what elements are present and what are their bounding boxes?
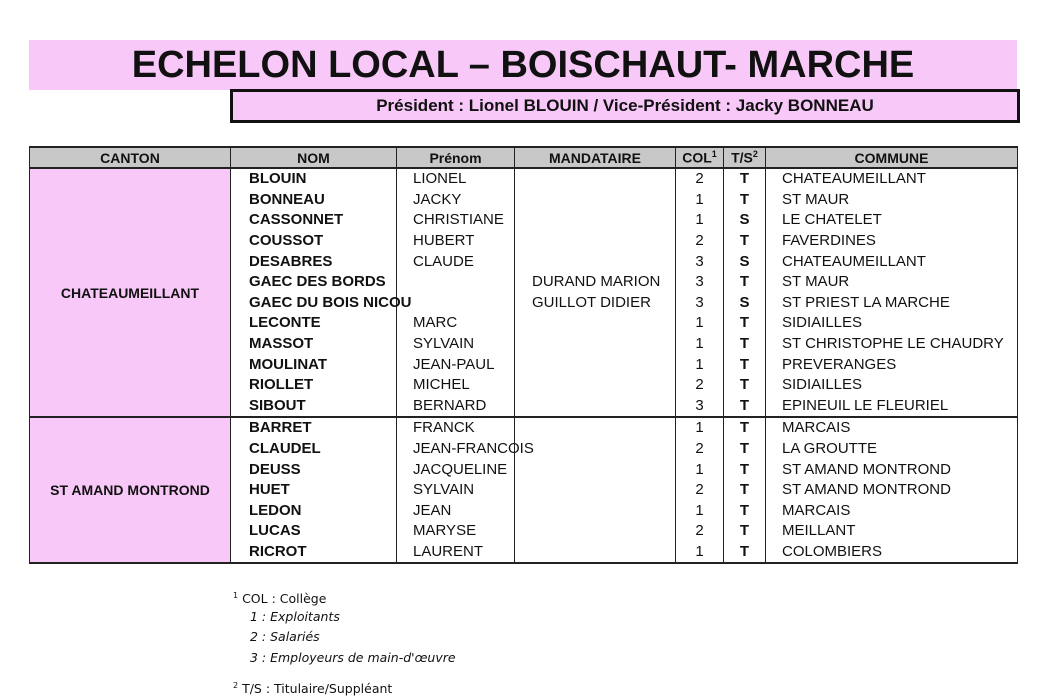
member-commune-text: PREVERANGES <box>782 355 897 373</box>
member-commune-text: ST AMAND MONTROND <box>782 481 951 499</box>
member-ts-text: T <box>739 170 750 188</box>
member-firstname <box>397 272 515 293</box>
member-ts <box>724 542 766 564</box>
member-mandataire <box>515 542 676 564</box>
member-commune <box>766 168 1018 190</box>
member-name-text: BONNEAU <box>249 190 325 208</box>
member-commune-text: COLOMBIERS <box>782 542 883 560</box>
member-name-text: RICROT <box>249 542 307 560</box>
members-table <box>29 146 1018 564</box>
member-ts <box>724 293 766 314</box>
member-firstname-text: HUBERT <box>413 232 475 250</box>
member-mandataire <box>515 417 676 439</box>
member-name <box>231 459 397 480</box>
member-name-text: MOULINAT <box>249 355 328 373</box>
member-commune-text: MEILLANT <box>782 522 856 540</box>
member-college-text: 1 <box>695 419 704 437</box>
member-commune <box>766 210 1018 231</box>
member-commune-text: ST AMAND MONTROND <box>782 460 951 478</box>
table-row <box>30 417 1018 439</box>
member-firstname <box>397 417 515 439</box>
member-name-text: CASSONNET <box>249 211 344 229</box>
col-header-col-label: COL <box>682 149 712 166</box>
member-mandataire-text: DURAND MARION <box>532 273 661 291</box>
member-mandataire <box>515 313 676 334</box>
member-name-text: RIOLLET <box>249 376 314 394</box>
member-firstname-text: CLAUDE <box>413 252 474 270</box>
member-firstname <box>397 210 515 231</box>
member-name-text: HUET <box>249 481 290 499</box>
member-ts <box>724 251 766 272</box>
member-firstname-text: JEAN-PAUL <box>413 355 495 373</box>
member-ts-text: T <box>739 232 750 250</box>
member-college-text: 1 <box>695 314 704 332</box>
member-ts <box>724 521 766 542</box>
member-college-text: 1 <box>695 190 704 208</box>
member-mandataire-text: GUILLOT DIDIER <box>532 293 651 311</box>
member-firstname <box>397 542 515 564</box>
member-ts <box>724 480 766 501</box>
footnote-col-item: 3 : Employeurs de main-d'œuvre <box>250 649 456 665</box>
member-college-text: 3 <box>695 273 704 291</box>
member-firstname <box>397 334 515 355</box>
member-commune-text: ST CHRISTOPHE LE CHAUDRY <box>782 335 1004 353</box>
member-mandataire <box>515 251 676 272</box>
member-mandataire <box>515 480 676 501</box>
member-mandataire <box>515 501 676 522</box>
member-name-text: BLOUIN <box>249 170 307 188</box>
member-college <box>676 231 724 252</box>
member-name-text: CLAUDEL <box>249 440 321 458</box>
member-firstname <box>397 293 515 314</box>
member-ts-text: T <box>739 335 750 353</box>
member-college-text: 1 <box>695 211 704 229</box>
col-header-nom: NOM <box>231 147 397 168</box>
member-commune <box>766 251 1018 272</box>
footnote-col <box>233 586 456 607</box>
member-firstname <box>397 501 515 522</box>
footnote-ts-title: T/S : Titulaire/Suppléant <box>242 681 393 697</box>
member-commune <box>766 293 1018 314</box>
member-commune-text: MARCAIS <box>782 501 851 519</box>
member-college-text: 2 <box>695 481 704 499</box>
member-firstname-text: MICHEL <box>413 376 470 394</box>
member-name <box>231 439 397 460</box>
member-firstname <box>397 375 515 396</box>
member-commune <box>766 375 1018 396</box>
member-name-text: GAEC DU BOIS NICOU <box>249 293 412 311</box>
member-commune <box>766 396 1018 418</box>
member-college <box>676 210 724 231</box>
member-ts-text: T <box>739 542 750 560</box>
member-firstname <box>397 251 515 272</box>
member-name <box>231 354 397 375</box>
member-ts-text: S <box>739 252 750 270</box>
member-ts-text: T <box>739 501 750 519</box>
member-ts-text: S <box>739 211 750 229</box>
member-mandataire <box>515 354 676 375</box>
member-commune <box>766 542 1018 564</box>
member-name-text: GAEC DES BORDS <box>249 273 386 291</box>
member-mandataire <box>515 210 676 231</box>
table-header-row <box>30 147 1018 168</box>
member-name-text: LUCAS <box>249 522 301 540</box>
member-college <box>676 293 724 314</box>
member-commune <box>766 354 1018 375</box>
member-college <box>676 501 724 522</box>
member-firstname-text: CHRISTIANE <box>413 211 504 229</box>
member-firstname <box>397 354 515 375</box>
member-name-text: COUSSOT <box>249 232 324 250</box>
member-ts <box>724 439 766 460</box>
member-college-text: 1 <box>695 542 704 560</box>
member-ts-text: T <box>739 419 750 437</box>
member-name-text: DESABRES <box>249 252 333 270</box>
footnote-col-title: COL : Collège <box>242 591 327 607</box>
member-mandataire <box>515 168 676 190</box>
member-college-text: 2 <box>695 522 704 540</box>
member-mandataire <box>515 272 676 293</box>
member-ts <box>724 417 766 439</box>
table-row <box>30 168 1018 190</box>
member-college <box>676 168 724 190</box>
footnote-col-item: 2 : Salariés <box>250 629 320 644</box>
member-college <box>676 272 724 293</box>
member-commune-text: LA GROUTTE <box>782 440 878 458</box>
member-college <box>676 542 724 564</box>
member-ts <box>724 313 766 334</box>
member-ts <box>724 272 766 293</box>
member-firstname-text: FRANCK <box>413 419 475 437</box>
member-firstname <box>397 521 515 542</box>
table-body <box>30 168 1018 563</box>
member-ts-text: T <box>739 396 750 414</box>
member-commune-text: SIDIAILLES <box>782 314 863 332</box>
member-name <box>231 231 397 252</box>
member-college <box>676 521 724 542</box>
member-name <box>231 396 397 418</box>
member-name <box>231 293 412 314</box>
member-firstname <box>397 231 515 252</box>
canton-cell: ST AMAND MONTROND <box>30 417 231 563</box>
member-name <box>231 501 397 522</box>
member-mandataire <box>515 334 676 355</box>
member-name <box>231 417 397 439</box>
member-firstname-text: JEAN-FRANCOIS <box>413 440 534 458</box>
footnote-ts-mark: 2 <box>233 681 239 690</box>
member-college <box>676 439 724 460</box>
member-college <box>676 334 724 355</box>
member-commune-text: CHATEAUMEILLANT <box>782 170 926 188</box>
member-college <box>676 396 724 418</box>
member-firstname <box>397 313 515 334</box>
member-name <box>231 251 397 272</box>
member-firstname-text: JACQUELINE <box>413 460 508 478</box>
member-name-text: BARRET <box>249 419 312 437</box>
col-header-col <box>676 147 724 168</box>
member-commune <box>766 439 1018 460</box>
member-college <box>676 190 724 211</box>
member-commune <box>766 480 1018 501</box>
member-mandataire <box>515 459 676 480</box>
member-commune-text: MARCAIS <box>782 419 851 437</box>
member-college-text: 3 <box>695 396 704 414</box>
member-college <box>676 459 724 480</box>
member-college-text: 2 <box>695 232 704 250</box>
member-college-text: 1 <box>695 460 704 478</box>
member-name <box>231 542 397 564</box>
member-ts <box>724 501 766 522</box>
member-ts <box>724 459 766 480</box>
member-firstname <box>397 459 515 480</box>
member-name <box>231 521 397 542</box>
member-mandataire <box>515 293 676 314</box>
member-ts <box>724 168 766 190</box>
canton-cell: CHATEAUMEILLANT <box>30 168 231 417</box>
member-name <box>231 313 397 334</box>
col-header-canton: CANTON <box>30 147 231 168</box>
member-commune <box>766 231 1018 252</box>
member-firstname-text: LAURENT <box>413 542 484 560</box>
footnote-col-item: 1 : Exploitants <box>250 608 340 624</box>
member-college-text: 1 <box>695 335 704 353</box>
member-college-text: 2 <box>695 440 704 458</box>
member-college <box>676 480 724 501</box>
member-commune <box>766 313 1018 334</box>
member-firstname <box>397 190 515 211</box>
member-commune <box>766 334 1018 355</box>
member-ts-text: T <box>739 460 750 478</box>
member-ts-text: T <box>739 314 750 332</box>
member-college-text: 3 <box>695 252 704 270</box>
member-name <box>231 168 397 190</box>
member-commune <box>766 501 1018 522</box>
col-header-commune: COMMUNE <box>766 147 1018 168</box>
member-commune-text: LE CHATELET <box>782 211 882 229</box>
member-commune-text: ST PRIEST LA MARCHE <box>782 293 950 311</box>
member-ts <box>724 190 766 211</box>
member-college-text: 2 <box>695 170 704 188</box>
member-mandataire <box>515 521 676 542</box>
ts-footnote-mark: 2 <box>752 149 758 160</box>
col-header-mandataire: MANDATAIRE <box>515 147 676 168</box>
member-ts-text: T <box>739 190 750 208</box>
member-name-text: MASSOT <box>249 335 314 353</box>
member-ts <box>724 334 766 355</box>
member-name-text: LEDON <box>249 501 302 519</box>
member-commune <box>766 417 1018 439</box>
footnotes <box>233 586 456 697</box>
member-college <box>676 313 724 334</box>
member-mandataire <box>515 375 676 396</box>
member-firstname-text: JEAN <box>413 501 452 519</box>
member-name-text: SIBOUT <box>249 396 306 414</box>
member-name <box>231 272 397 293</box>
col-header-ts-label: T/S <box>731 149 753 166</box>
member-commune-text: SIDIAILLES <box>782 376 863 394</box>
member-college-text: 1 <box>695 501 704 519</box>
col-header-ts <box>724 147 766 168</box>
member-ts-text: T <box>739 522 750 540</box>
member-commune <box>766 272 1018 293</box>
member-ts <box>724 375 766 396</box>
col-footnote-mark: 1 <box>711 149 717 160</box>
member-ts <box>724 354 766 375</box>
page-title: ECHELON LOCAL – BOISCHAUT- MARCHE <box>131 44 915 86</box>
member-firstname <box>397 439 534 460</box>
member-college-text: 2 <box>695 376 704 394</box>
member-college <box>676 354 724 375</box>
member-name-text: LECONTE <box>249 314 321 332</box>
member-firstname-text: BERNARD <box>413 396 487 414</box>
member-firstname <box>397 480 515 501</box>
member-name <box>231 210 397 231</box>
member-ts-text: T <box>739 273 750 291</box>
member-college <box>676 375 724 396</box>
col-header-prenom: Prénom <box>397 147 515 168</box>
officers-banner: Président : Lionel BLOUIN / Vice-Président : Jacky BONNEAU <box>230 89 1020 123</box>
member-commune <box>766 190 1018 211</box>
member-commune <box>766 459 1018 480</box>
member-mandataire <box>515 231 676 252</box>
member-college <box>676 251 724 272</box>
member-commune-text: FAVERDINES <box>782 232 876 250</box>
member-name <box>231 334 397 355</box>
member-ts-text: T <box>739 481 750 499</box>
member-firstname <box>397 396 515 418</box>
member-firstname-text: JACKY <box>413 190 462 208</box>
footnote-ts <box>233 676 456 697</box>
member-ts-text: T <box>739 355 750 373</box>
member-ts-text: T <box>739 440 750 458</box>
member-ts-text: S <box>739 293 750 311</box>
member-ts-text: T <box>739 376 750 394</box>
member-commune-text: CHATEAUMEILLANT <box>782 252 926 270</box>
member-college <box>676 417 724 439</box>
member-ts <box>724 231 766 252</box>
member-firstname-text: SYLVAIN <box>413 335 475 353</box>
member-commune <box>766 521 1018 542</box>
member-name-text: DEUSS <box>249 460 301 478</box>
member-college-text: 1 <box>695 355 704 373</box>
member-commune-text: ST MAUR <box>782 190 850 208</box>
member-firstname-text: SYLVAIN <box>413 481 475 499</box>
member-firstname-text: MARYSE <box>413 522 477 540</box>
member-firstname <box>397 168 515 190</box>
member-name <box>231 480 397 501</box>
member-firstname-text: MARC <box>413 314 458 332</box>
member-ts <box>724 210 766 231</box>
member-college-text: 3 <box>695 293 704 311</box>
member-mandataire <box>515 190 676 211</box>
member-mandataire <box>515 439 676 460</box>
member-commune-text: ST MAUR <box>782 273 850 291</box>
member-commune-text: EPINEUIL LE FLEURIEL <box>782 396 949 414</box>
member-name <box>231 375 397 396</box>
member-ts <box>724 396 766 418</box>
footnote-col-mark: 1 <box>233 591 239 600</box>
member-firstname-text: LIONEL <box>413 170 467 188</box>
member-mandataire <box>515 396 676 418</box>
member-name <box>231 190 397 211</box>
